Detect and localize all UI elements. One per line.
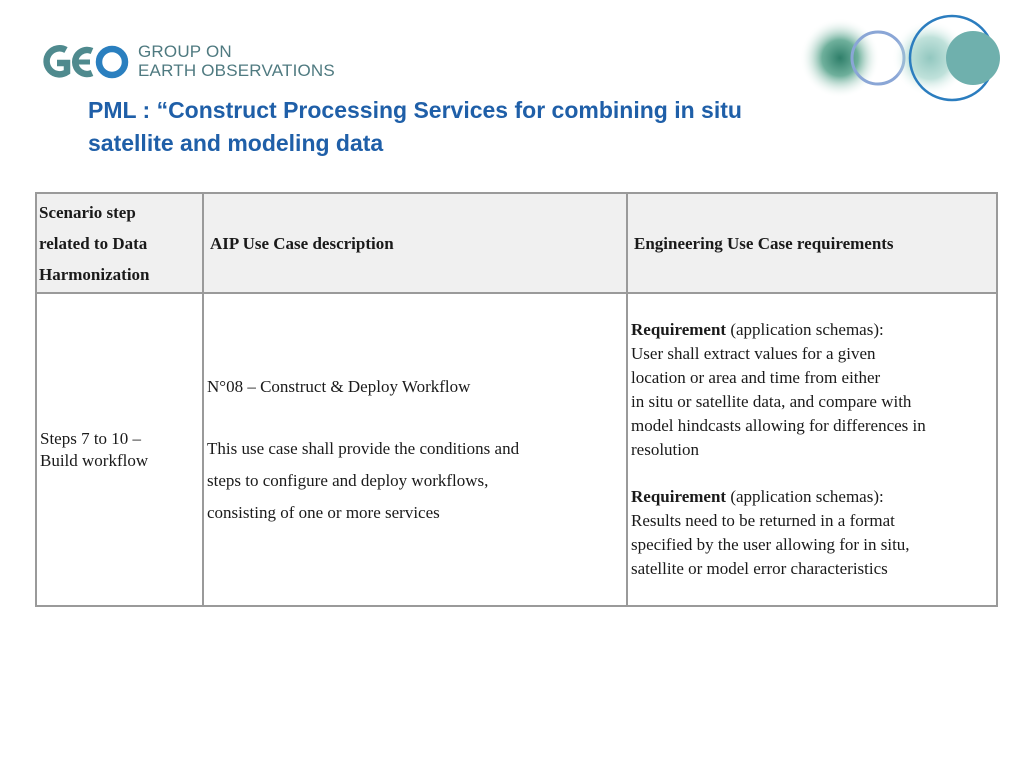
aip-desc-line: steps to configure and deploy workflows, [207,470,489,490]
requirement-line: Results need to be returned in a format [631,511,895,530]
cell-aip-description [203,293,627,606]
requirement-line: model hindcasts allowing for differences in [631,416,926,435]
requirement-line: User shall extract values for a given [631,344,876,363]
aip-desc-line: This use case shall provide the conditions and [207,438,520,458]
steps-line: Steps 7 to 10 – [40,428,142,448]
requirement-line: resolution [631,440,699,459]
header-scenario-step [36,193,203,293]
logo-line-2: EARTH OBSERVATIONS [138,61,335,80]
aip-desc-line: consisting of one or more services [207,502,440,522]
requirements-table [35,192,998,607]
requirement-line: satellite or model error characteristics [631,559,888,578]
title-line-1: PML : “Construct Processing Services for combining in situ [88,97,742,123]
requirement-heading [631,318,993,342]
header-col1-line: related to Data [39,233,148,253]
geo-logo-icon [40,42,132,82]
requirement-paren: (application schemas): [726,320,884,339]
steps-line: Build workflow [40,450,149,470]
cell-requirements [627,293,997,606]
requirement-heading [631,485,993,509]
requirement-line: in situ or satellite data, and compare with [631,392,912,411]
header-col1-line: Harmonization [39,264,150,284]
requirement-label: Requirement [631,487,727,506]
table-row [36,293,997,606]
requirement-label: Requirement [631,320,727,339]
aip-title: N°08 – Construct & Deploy Workflow [207,376,471,396]
requirement-line: location or area and time from either [631,368,881,387]
header-aip-use-case: AIP Use Case description [203,193,627,293]
slide-title [88,94,918,160]
circles-decoration-icon [778,14,1004,104]
header-engineering-requirements: Engineering Use Case requirements [627,193,997,293]
geo-logo [40,40,335,86]
logo-line-1: GROUP ON [138,42,232,61]
requirement-paren: (application schemas): [726,487,884,506]
table-header-row [36,193,997,293]
requirement-line: specified by the user allowing for in situ, [631,535,910,554]
cell-steps [36,293,203,606]
title-line-2: satellite and modeling data [88,130,384,156]
header-col1-line: Scenario step [39,202,136,222]
